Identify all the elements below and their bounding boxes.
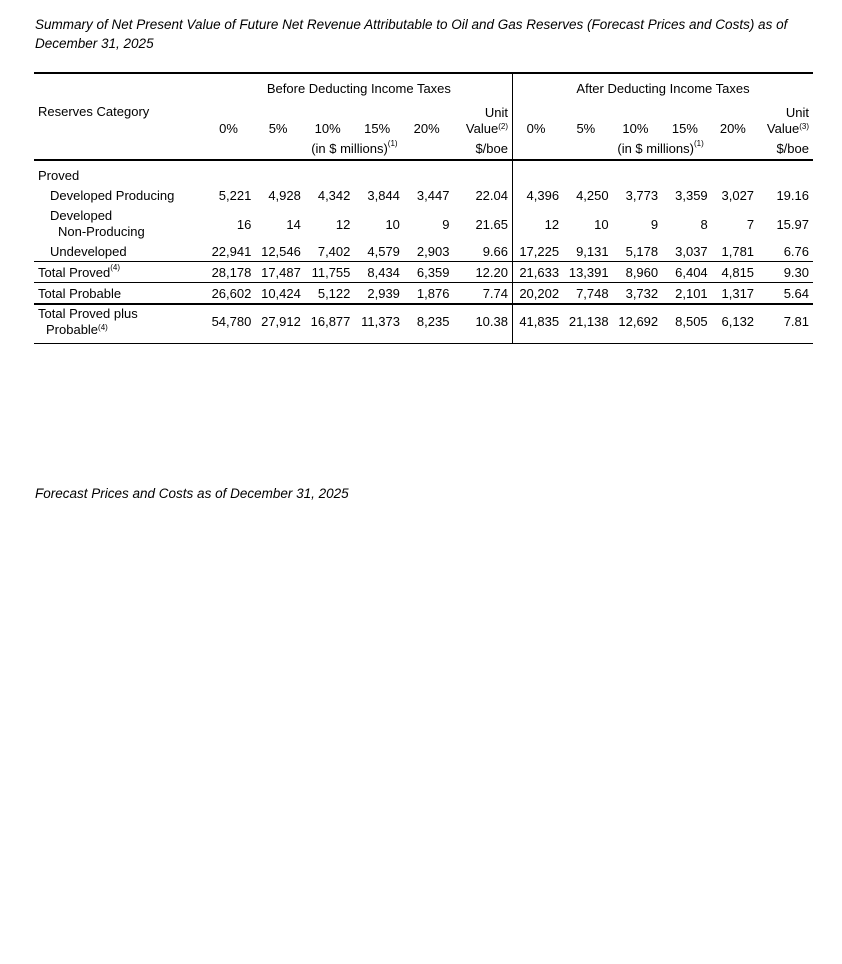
- section-row-proved: [34, 160, 813, 183]
- before-unit-value: 12.20: [453, 262, 512, 283]
- rate-header-before: 10%: [314, 121, 341, 136]
- summary-title: Summary of Net Present Value of Future Net Revenue Attributable to Oil and Gas Reserves (Forecast Prices and Costs) as of December 31, 2025: [35, 17, 788, 51]
- empty-cell: [206, 160, 256, 183]
- row-label: [34, 183, 206, 207]
- row-label-text: Total Probable: [38, 285, 122, 301]
- before-value: 4,579: [354, 241, 404, 262]
- after-value: 21,633: [513, 262, 564, 283]
- table-row: [34, 283, 813, 305]
- rule-cell: [758, 339, 813, 344]
- row-label: [34, 207, 206, 241]
- rate-header-after: 5%: [576, 121, 596, 136]
- rule-cell: [712, 339, 758, 344]
- after-value: 6,132: [721, 314, 755, 329]
- before-value: 1,876: [404, 283, 454, 305]
- before-value: 2,903: [404, 241, 454, 262]
- before-value: 10: [385, 216, 400, 232]
- after-value: 20,202: [513, 283, 564, 305]
- table-row: [34, 241, 813, 262]
- rule-cell: [206, 339, 256, 344]
- before-value: 3,844: [367, 187, 400, 203]
- empty-cell: [563, 160, 613, 183]
- after-value: 7,748: [563, 283, 613, 305]
- rule-cell: [404, 339, 454, 344]
- after-value: 10: [594, 216, 609, 232]
- before-value: 9: [442, 216, 450, 232]
- after-value: 7: [746, 216, 755, 232]
- after-value: 6,404: [662, 262, 712, 283]
- after-unit-value: 7.81: [783, 314, 809, 329]
- before-value: 10,424: [255, 283, 305, 305]
- table-row: [34, 207, 813, 241]
- after-value: 4,815: [712, 262, 758, 283]
- rate-header-after: 15%: [671, 121, 698, 136]
- after-value: 3,773: [625, 187, 659, 203]
- before-value: 16: [236, 216, 252, 232]
- row-label-text-2: Probable: [46, 322, 99, 337]
- table-row: [34, 183, 813, 207]
- after-value: 5,178: [613, 241, 663, 262]
- before-value: 27,912: [261, 314, 301, 329]
- before-value: 16,877: [310, 314, 351, 329]
- empty-cell: [712, 160, 758, 183]
- section-label: Proved: [38, 168, 80, 183]
- millions-text: (in $ millions): [617, 140, 694, 156]
- footnote-ref: (4): [98, 323, 108, 332]
- row-label: [34, 241, 206, 262]
- reserves-category-header: Reserves Category: [38, 104, 150, 119]
- empty-cell: [758, 160, 813, 183]
- after-unit-value: 9.30: [758, 262, 813, 283]
- row-label: [34, 262, 206, 283]
- before-value: 7,402: [305, 241, 355, 262]
- rule-cell: [563, 339, 613, 344]
- after-unit-value: 5.64: [758, 283, 813, 305]
- rate-header-before: 5%: [268, 121, 288, 136]
- footnote-ref: (1): [693, 138, 704, 148]
- spacer: [513, 137, 564, 160]
- after-value: 3,037: [662, 241, 712, 262]
- before-value: 6,359: [404, 262, 454, 283]
- after-value: 17,225: [513, 241, 564, 262]
- after-value: 9,131: [563, 241, 613, 262]
- after-value: 9: [650, 216, 659, 232]
- after-value: 3,027: [721, 187, 755, 203]
- row-label: [34, 283, 206, 305]
- rule-cell: [255, 339, 305, 344]
- before-unit-value: 10.38: [453, 304, 512, 339]
- row-label-text: Developed: [50, 208, 113, 223]
- empty-cell: [662, 160, 712, 183]
- row-label-text: Total Proved: [38, 264, 111, 280]
- rate-header-before: 15%: [364, 121, 391, 136]
- after-value: 12: [544, 216, 560, 232]
- rate-header-after: 20%: [719, 121, 746, 136]
- after-value: 12,692: [618, 314, 659, 329]
- boe-label-after: $/boe: [758, 137, 813, 160]
- before-value: 2,939: [354, 283, 404, 305]
- before-value: 5,122: [305, 283, 355, 305]
- header-spacer: [34, 137, 206, 160]
- unit-value-header-after: [758, 96, 813, 137]
- rule-cell: [662, 339, 712, 344]
- npv-summary-table: [34, 72, 813, 344]
- millions-label-after: [563, 137, 758, 160]
- millions-text: (in $ millions): [311, 140, 388, 156]
- before-value: 12,546: [255, 241, 305, 262]
- row-label-text: Total Proved plus: [38, 306, 138, 321]
- row-label-text-2: Non-Producing: [58, 224, 145, 239]
- group-before-taxes: Before Deducting Income Taxes: [206, 73, 513, 96]
- after-value: 41,835: [519, 314, 560, 329]
- forecast-title: Forecast Prices and Costs as of December 31, 2025: [35, 486, 349, 501]
- after-value: 8,505: [675, 314, 708, 329]
- value-text: Value: [465, 121, 499, 136]
- rate-header-before: 20%: [413, 121, 440, 136]
- rule-cell: [354, 339, 404, 344]
- footnote-ref: (4): [110, 262, 121, 272]
- after-value: 21,138: [568, 314, 609, 329]
- before-unit-value: 22.04: [453, 183, 512, 207]
- after-value: 8: [700, 216, 708, 232]
- value-text: Value: [766, 121, 800, 136]
- empty-cell: [513, 160, 564, 183]
- before-unit-value: 7.74: [453, 283, 512, 305]
- after-unit-value: 19.16: [776, 187, 809, 203]
- rule-cell: [305, 339, 355, 344]
- after-value: 3,359: [675, 187, 708, 203]
- value-label: [758, 121, 809, 137]
- empty-cell: [305, 160, 355, 183]
- after-value: 2,101: [662, 283, 712, 305]
- table-row: [34, 304, 813, 339]
- after-value: 4,396: [526, 187, 560, 203]
- before-value: 4,342: [317, 187, 351, 203]
- before-value: 11,755: [305, 262, 355, 283]
- after-unit-value: 6.76: [758, 241, 813, 262]
- rule-cell: [513, 339, 564, 344]
- rate-header-after: 10%: [622, 121, 649, 136]
- row-label-text: Undeveloped: [50, 243, 127, 259]
- millions-label-before: [255, 137, 453, 160]
- spacer: [206, 137, 256, 160]
- empty-cell: [404, 160, 454, 183]
- rate-header-before: 0%: [219, 121, 238, 136]
- boe-label-before: $/boe: [453, 137, 512, 160]
- before-value: 11,373: [361, 314, 400, 329]
- footnote-ref: (3): [799, 122, 809, 131]
- before-value: 8,434: [354, 262, 404, 283]
- footnote-ref: (2): [498, 122, 508, 131]
- before-value: 5,221: [218, 187, 252, 203]
- empty-cell: [613, 160, 663, 183]
- before-value: 4,928: [268, 187, 301, 203]
- unit-label: Unit: [484, 105, 508, 120]
- row-label-text: Developed Producing: [50, 187, 175, 203]
- empty-cell: [354, 160, 404, 183]
- after-value: 1,317: [712, 283, 758, 305]
- before-unit-value: 9.66: [453, 241, 512, 262]
- rule-cell: [613, 339, 663, 344]
- before-value: 28,178: [206, 262, 256, 283]
- summary-header: [34, 73, 813, 160]
- header-spacer: [34, 73, 206, 96]
- group-after-taxes: After Deducting Income Taxes: [513, 73, 814, 96]
- empty-cell: [453, 160, 512, 183]
- before-value: 22,941: [206, 241, 256, 262]
- before-value: 14: [286, 216, 301, 232]
- before-value: 3,447: [416, 187, 450, 203]
- row-label: [34, 304, 206, 339]
- rule-cell: [34, 339, 206, 344]
- after-value: 4,250: [576, 187, 609, 203]
- after-value: 3,732: [613, 283, 663, 305]
- rate-header-after: 0%: [526, 121, 546, 136]
- empty-cell: [255, 160, 305, 183]
- before-value: 12: [335, 216, 351, 232]
- value-label: [453, 121, 508, 137]
- rule-cell: [453, 339, 512, 344]
- after-value: 1,781: [712, 241, 758, 262]
- after-unit-value: 15.97: [776, 216, 809, 232]
- after-value: 13,391: [563, 262, 613, 283]
- after-value: 8,960: [613, 262, 663, 283]
- before-unit-value: 21.65: [453, 207, 512, 241]
- before-value: 8,235: [416, 314, 450, 329]
- table-row: [34, 262, 813, 283]
- unit-value-header-before: [453, 96, 512, 137]
- before-value: 26,602: [206, 283, 256, 305]
- before-value: 17,487: [255, 262, 305, 283]
- summary-body: [34, 160, 813, 344]
- before-value: 54,780: [211, 314, 252, 329]
- footnote-ref: (1): [387, 138, 398, 148]
- unit-label: Unit: [785, 105, 809, 120]
